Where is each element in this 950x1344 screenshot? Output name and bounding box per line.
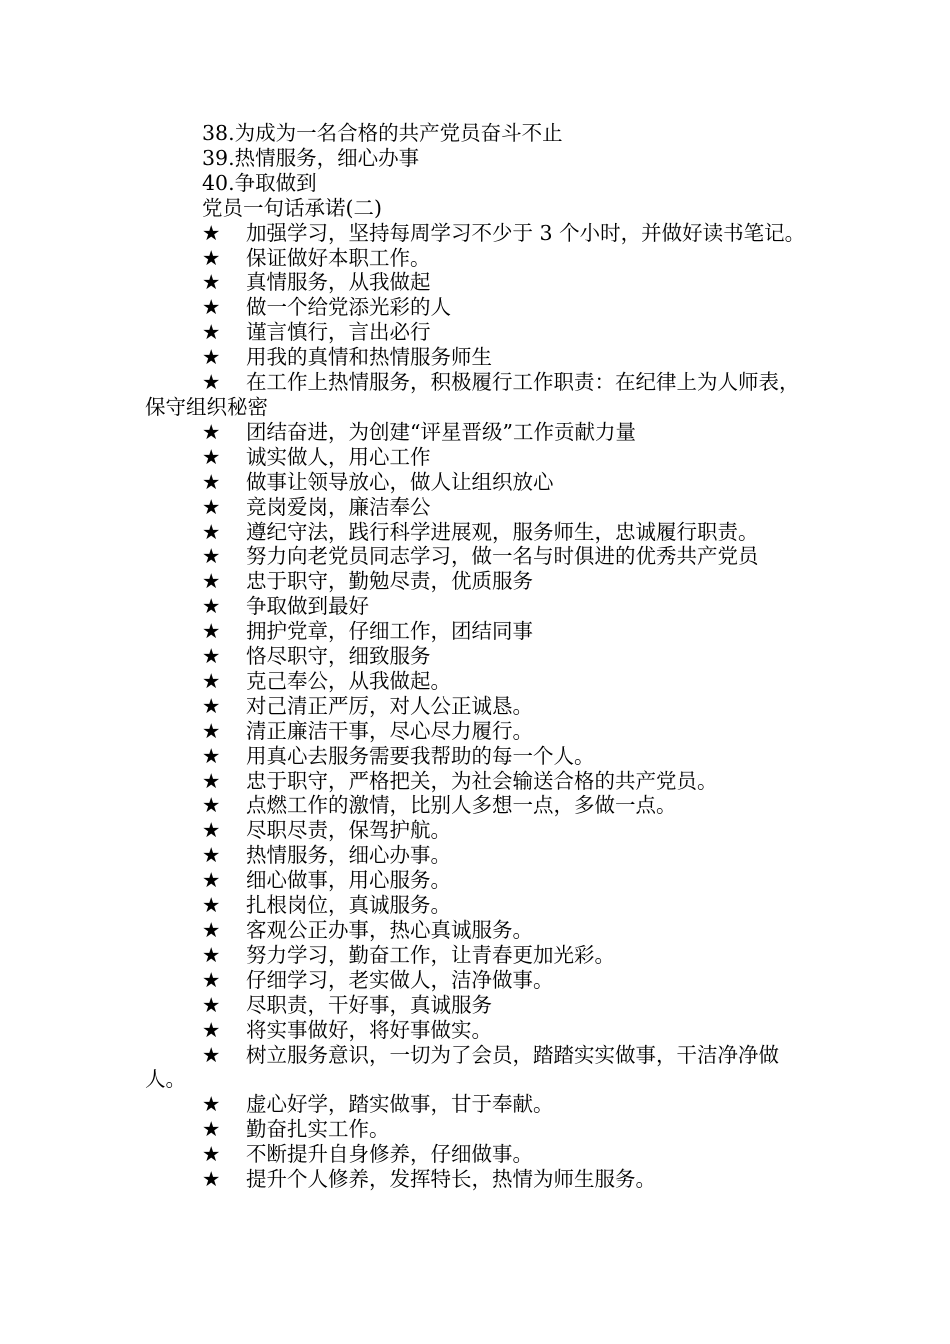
promise-item: [145, 221, 807, 246]
star-bullet-icon: ★: [202, 868, 221, 893]
promise-item: [145, 270, 807, 295]
promise-text: 不断提升自身修养，仔细做事。: [246, 1142, 533, 1167]
promise-text: 诚实做人，用心工作: [246, 444, 431, 469]
promise-text: 尽职尽责，保驾护航。: [246, 818, 451, 843]
promise-item: [145, 993, 807, 1018]
promise-text: 客观公正办事，热心真诚服务。: [246, 918, 533, 942]
star-bullet-icon: ★: [202, 668, 221, 693]
promise-text: 谨言慎行，言出必行: [246, 320, 431, 345]
promise-item: [145, 868, 807, 893]
promise-item: [145, 619, 807, 644]
document-body: [145, 121, 807, 1192]
promise-item: [145, 520, 807, 545]
star-bullet-icon: ★: [202, 768, 221, 793]
star-bullet-icon: ★: [202, 245, 221, 270]
promise-text: 在工作上热情服务，积极履行工作职责：在纪律上为人师表，保守组织秘密: [145, 370, 800, 419]
star-bullet-icon: ★: [202, 918, 221, 942]
star-bullet-icon: ★: [202, 793, 221, 818]
promise-text: 努力学习，勤奋工作，让青春更加光彩。: [246, 942, 615, 967]
promise-item: [145, 1167, 807, 1192]
promise-item: [145, 569, 807, 594]
promise-item: [145, 445, 807, 470]
promise-item: [145, 943, 807, 968]
promise-item: [145, 295, 807, 320]
promise-item: [145, 968, 807, 993]
promise-text: 克己奉公，从我做起。: [246, 668, 451, 693]
star-bullet-icon: ★: [202, 967, 221, 992]
promise-item: [145, 370, 807, 420]
star-bullet-icon: ★: [202, 1017, 221, 1042]
promise-text: 做事让领导放心，做人让组织放心: [246, 469, 554, 494]
numbered-item-38: 38.为成为一名合格的共产党员奋斗不止: [202, 121, 563, 145]
star-bullet-icon: ★: [202, 893, 221, 918]
star-bullet-icon: ★: [202, 320, 221, 345]
promise-item: [145, 1117, 807, 1142]
promise-item: [145, 420, 807, 445]
promise-item: [145, 246, 807, 271]
star-bullet-icon: ★: [202, 569, 221, 594]
star-bullet-icon: ★: [202, 345, 221, 370]
promise-item: [145, 1043, 807, 1093]
promise-text: 用我的真情和热情服务师生: [246, 345, 492, 370]
promise-item: [145, 793, 807, 818]
star-bullet-icon: ★: [202, 444, 221, 469]
promise-text: 将实事做好，将好事做实。: [246, 1017, 492, 1042]
promise-item: [145, 495, 807, 520]
promise-text: 真情服务，从我做起: [246, 270, 431, 295]
promise-item: [145, 818, 807, 843]
star-bullet-icon: ★: [202, 942, 221, 967]
star-bullet-icon: ★: [202, 718, 221, 743]
promise-text: 细心做事，用心服务。: [246, 868, 451, 893]
star-bullet-icon: ★: [202, 992, 221, 1017]
star-bullet-icon: ★: [202, 619, 221, 644]
promise-text: 努力向老党员同志学习，做一名与时俱进的优秀共产党员: [246, 544, 759, 569]
promise-item: [145, 694, 807, 719]
promise-text: 加强学习，坚持每周学习不少于 3 个小时，并做好读书笔记。: [246, 220, 806, 245]
promise-item: [145, 1142, 807, 1167]
promise-item: [145, 719, 807, 744]
promise-item: [145, 1092, 807, 1117]
star-bullet-icon: ★: [202, 594, 221, 619]
promise-text: 做一个给党添光彩的人: [246, 295, 451, 320]
promise-text: 对己清正严厉，对人公正诚恳。: [246, 693, 533, 718]
promise-text: 清正廉洁干事，尽心尽力履行。: [246, 718, 533, 743]
promise-text: 团结奋进，为创建“评星晋级”工作贡献力量: [246, 419, 636, 444]
promise-item: [145, 769, 807, 794]
star-bullet-icon: ★: [202, 220, 221, 245]
promise-item: [145, 320, 807, 345]
promise-item: [145, 644, 807, 669]
star-bullet-icon: ★: [202, 1167, 221, 1192]
promise-item: [145, 669, 807, 694]
promise-item: [145, 843, 807, 868]
promise-text: 虚心好学，踏实做事，甘于奉献。: [246, 1092, 554, 1117]
star-bullet-icon: ★: [202, 469, 221, 494]
star-bullet-icon: ★: [202, 370, 221, 395]
star-bullet-icon: ★: [202, 295, 221, 320]
star-bullet-icon: ★: [202, 270, 221, 295]
promise-item: [145, 470, 807, 495]
star-bullet-icon: ★: [202, 544, 221, 569]
star-bullet-icon: ★: [202, 519, 221, 544]
numbered-item-39: 39.热情服务，细心办事: [202, 145, 420, 170]
promise-text: 提升个人修养，发挥特长，热情为师生服务。: [246, 1167, 656, 1192]
star-bullet-icon: ★: [202, 1042, 221, 1067]
promise-text: 用真心去服务需要我帮助的每一个人。: [246, 743, 595, 768]
star-bullet-icon: ★: [202, 1092, 221, 1117]
promise-item: [145, 594, 807, 619]
promise-text: 树立服务意识，一切为了会员，踏踏实实做事，干洁净净做人。: [145, 1042, 779, 1092]
star-bullet-icon: ★: [202, 419, 221, 444]
star-bullet-icon: ★: [202, 494, 221, 519]
promise-item: [145, 918, 807, 943]
promise-text: 勤奋扎实工作。: [246, 1117, 390, 1142]
promise-text: 拥护党章，仔细工作，团结同事: [246, 619, 533, 644]
star-bullet-icon: ★: [202, 644, 221, 669]
star-bullet-icon: ★: [202, 743, 221, 768]
star-bullet-icon: ★: [202, 693, 221, 718]
promise-text: 热情服务，细心办事。: [246, 843, 451, 868]
section-title: 党员一句话承诺(二): [202, 195, 382, 220]
numbered-item-40: 40.争取做到: [202, 170, 317, 195]
promise-text: 尽职责，干好事，真诚服务: [246, 992, 492, 1017]
promise-text: 忠于职守，严格把关，为社会输送合格的共产党员。: [246, 768, 718, 793]
promise-item: [145, 744, 807, 769]
star-bullet-icon: ★: [202, 1142, 221, 1167]
promise-item: [145, 893, 807, 918]
star-bullet-icon: ★: [202, 843, 221, 868]
promise-list: [145, 221, 807, 1192]
promise-item: [145, 1018, 807, 1043]
promise-item: [145, 345, 807, 370]
promise-text: 保证做好本职工作。: [246, 245, 431, 270]
promise-item: [145, 544, 807, 569]
promise-text: 竞岗爱岗，廉洁奉公: [246, 494, 431, 519]
promise-text: 忠于职守，勤勉尽责，优质服务: [246, 569, 533, 594]
star-bullet-icon: ★: [202, 1117, 221, 1142]
promise-text: 扎根岗位，真诚服务。: [246, 893, 451, 918]
promise-text: 遵纪守法，践行科学进展观，服务师生，忠诚履行职责。: [246, 519, 759, 544]
promise-text: 仔细学习，老实做人，洁净做事。: [246, 967, 554, 992]
promise-text: 点燃工作的激情，比别人多想一点，多做一点。: [246, 793, 677, 818]
star-bullet-icon: ★: [202, 818, 221, 843]
promise-text: 恪尽职守，细致服务: [246, 644, 431, 669]
promise-text: 争取做到最好: [246, 594, 369, 619]
